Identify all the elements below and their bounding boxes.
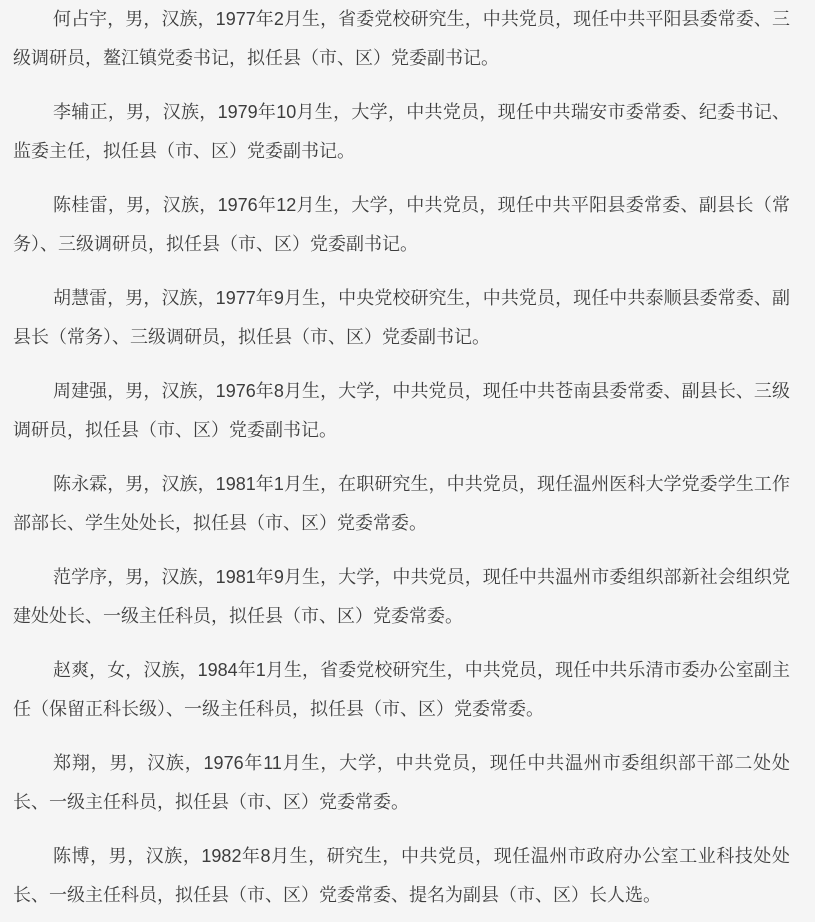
personnel-paragraph-9: 郑翔，男，汉族，1976年11月生，大学，中共党员，现任中共温州市委组织部干部二处处长、一级主任科员，拟任县（市、区）党委常委。 bbox=[13, 753, 790, 812]
personnel-paragraph-6: 陈永霖，男，汉族，1981年1月生，在职研究生，中共党员，现任温州医科大学党委学生工作部部长、学生处处长，拟任县（市、区）党委常委。 bbox=[13, 474, 790, 533]
personnel-paragraph-5: 周建强，男，汉族，1976年8月生，大学，中共党员，现任中共苍南县委常委、副县长、三级调研员，拟任县（市、区）党委副书记。 bbox=[13, 381, 790, 440]
personnel-paragraph-8: 赵爽，女，汉族，1984年1月生，省委党校研究生，中共党员，现任中共乐清市委办公室副主任（保留正科长级）、一级主任科员，拟任县（市、区）党委常委。 bbox=[13, 660, 790, 719]
personnel-paragraph-1: 何占宇，男，汉族，1977年2月生，省委党校研究生，中共党员，现任中共平阳县委常委、三级调研员，鳌江镇党委书记，拟任县（市、区）党委副书记。 bbox=[13, 9, 790, 68]
personnel-paragraph-10: 陈博，男，汉族，1982年8月生，研究生，中共党员，现任温州市政府办公室工业科技处处长、一级主任科员，拟任县（市、区）党委常委、提名为副县（市、区）长人选。 bbox=[13, 846, 790, 905]
personnel-paragraph-7: 范学序，男，汉族，1981年9月生，大学，中共党员，现任中共温州市委组织部新社会组织党建处处长、一级主任科员，拟任县（市、区）党委常委。 bbox=[13, 567, 790, 626]
personnel-paragraph-2: 李辅正，男，汉族，1979年10月生，大学，中共党员，现任中共瑞安市委常委、纪委书记、监委主任，拟任县（市、区）党委副书记。 bbox=[13, 102, 790, 161]
personnel-paragraph-3: 陈桂雷，男，汉族，1976年12月生，大学，中共党员，现任中共平阳县委常委、副县长（常务）、三级调研员，拟任县（市、区）党委副书记。 bbox=[13, 195, 790, 254]
personnel-paragraph-4: 胡慧雷，男，汉族，1977年9月生，中央党校研究生，中共党员，现任中共泰顺县委常委、副县长（常务）、三级调研员，拟任县（市、区）党委副书记。 bbox=[13, 288, 790, 347]
